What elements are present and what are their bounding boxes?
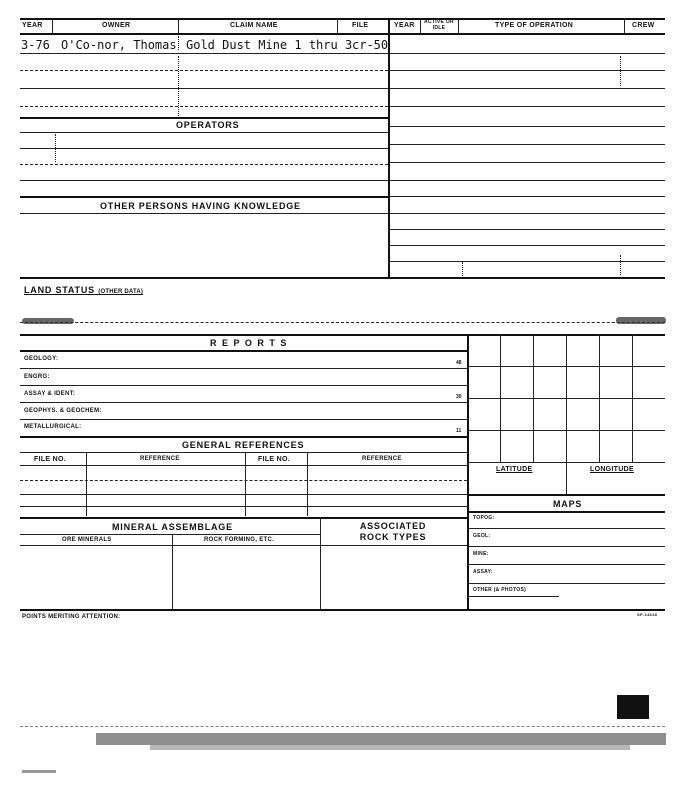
entry-file: cr-50 — [352, 38, 389, 52]
scan-speckle-left — [22, 770, 56, 773]
header-claim-name: CLAIM NAME — [230, 22, 278, 29]
report-assay-ident: ASSAY & IDENT: — [24, 391, 76, 397]
scan-band-lower — [150, 745, 630, 750]
header-type-of-operation: TYPE OF OPERATION — [495, 22, 574, 29]
form-number: SP-14618 — [637, 612, 658, 617]
report-engrg: ENGRG: — [24, 374, 50, 380]
scan-black-block — [617, 695, 649, 719]
rock-forming-header: ROCK FORMING, ETC. — [204, 537, 275, 543]
gref-header-reference-1: REFERENCE — [140, 456, 180, 462]
report-geology-code: 48 — [456, 360, 462, 366]
header-file: FILE — [352, 22, 369, 29]
mineral-assemblage-heading: MINERAL ASSEMBLAGE — [112, 522, 233, 532]
report-assay-ident-code: 30 — [456, 394, 462, 400]
maps-heading: MAPS — [553, 499, 583, 509]
points-meriting-attention: POINTS MERITING ATTENTION: — [22, 614, 121, 620]
scan-mark-left — [22, 318, 74, 324]
report-geology: GEOLOGY: — [24, 356, 59, 362]
land-status-heading: LAND STATUS (OTHER DATA) — [24, 285, 144, 295]
header-owner: OWNER — [102, 22, 131, 29]
maps-other-photos: OTHER (& PHOTOS) — [473, 587, 527, 593]
gref-header-file-no-1: FILE NO. — [34, 456, 66, 463]
maps-geol: GEOL: — [473, 533, 491, 539]
report-metallurgical-code: 11 — [456, 428, 462, 434]
reports-heading: R E P O R T S — [210, 338, 288, 348]
header-active-or-idle: ACTIVE OR IDLE — [424, 19, 454, 31]
maps-topog: TOPOG: — [473, 515, 495, 521]
entry-owner: O'Co-nor, Thomas — [61, 38, 177, 52]
scan-band — [96, 733, 666, 745]
maps-mine: MINE: — [473, 551, 489, 557]
scan-mark-right — [616, 317, 666, 324]
header-year: YEAR — [22, 22, 43, 29]
report-geophys-geochem: GEOPHYS. & GEOCHEM: — [24, 408, 102, 414]
entry-claim-name: Gold Dust Mine 1 thru 3 — [186, 38, 353, 52]
header-crew: CREW — [632, 22, 655, 29]
header-year-2: YEAR — [394, 22, 415, 29]
gref-header-file-no-2: FILE NO. — [258, 456, 290, 463]
operators-heading: OPERATORS — [176, 120, 240, 130]
latitude-label: LATITUDE — [496, 466, 533, 473]
associated-rock-types-heading: ASSOCIATED ROCK TYPES — [359, 521, 427, 542]
other-persons-heading: OTHER PERSONS HAVING KNOWLEDGE — [100, 201, 301, 211]
report-metallurgical: METALLURGICAL: — [24, 424, 82, 430]
entry-year: 3-76 — [21, 38, 50, 52]
general-references-heading: GENERAL REFERENCES — [182, 440, 305, 450]
ore-minerals-header: ORE MINERALS — [62, 537, 112, 543]
gref-header-reference-2: REFERENCE — [362, 456, 402, 462]
land-status-subheading: (OTHER DATA) — [98, 289, 144, 295]
longitude-label: LONGITUDE — [590, 466, 634, 473]
maps-assay: ASSAY: — [473, 569, 493, 575]
